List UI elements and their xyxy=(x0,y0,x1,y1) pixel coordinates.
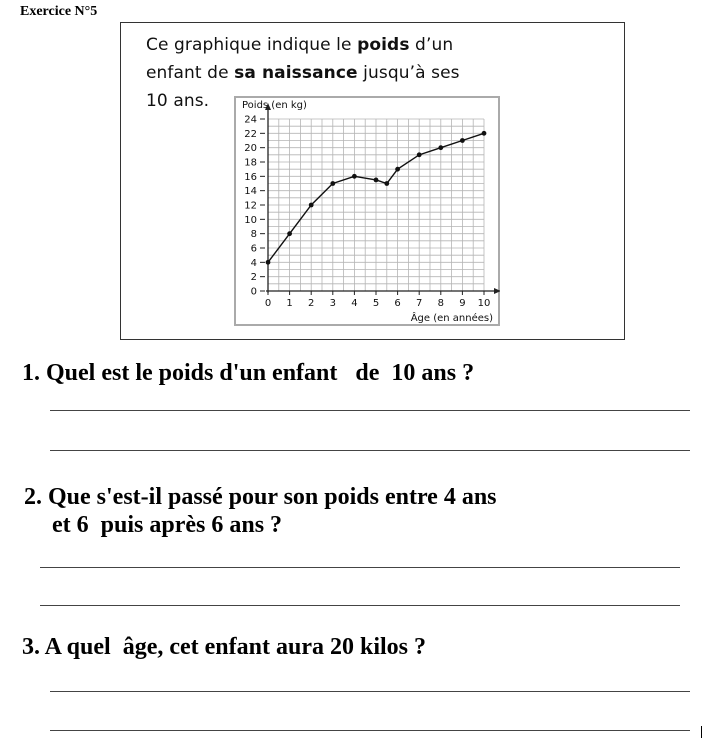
y-tick-label: 24 xyxy=(244,114,257,126)
y-tick-label: 4 xyxy=(250,257,257,269)
y-tick-label: 0 xyxy=(250,286,257,298)
answer-line[interactable] xyxy=(50,450,690,451)
x-tick-label: 4 xyxy=(351,298,358,309)
y-tick-label: 12 xyxy=(244,200,257,212)
x-tick-label: 10 xyxy=(477,298,491,309)
y-tick-label: 2 xyxy=(250,272,257,284)
intro-line-3: 10 ans. xyxy=(146,91,210,111)
data-point xyxy=(352,174,357,179)
data-point xyxy=(309,203,314,208)
x-tick-label: 3 xyxy=(329,298,336,309)
data-point xyxy=(417,152,422,157)
question-2-continued: et 6 puis après 6 ans ? xyxy=(52,512,283,538)
data-point xyxy=(266,260,271,265)
x-tick-label: 1 xyxy=(286,298,293,309)
y-tick-label: 8 xyxy=(250,229,257,241)
data-point xyxy=(460,138,465,143)
data-point xyxy=(395,167,400,172)
x-tick-label: 2 xyxy=(308,298,315,309)
data-point xyxy=(384,181,389,186)
x-tick-label: 5 xyxy=(372,298,380,309)
answer-line[interactable] xyxy=(50,410,690,411)
intro-line-1: Ce graphique indique le poids d’un xyxy=(146,35,454,55)
exercise-title: Exercice N°5 xyxy=(20,4,98,19)
chart-card xyxy=(120,22,625,340)
y-tick-label: 22 xyxy=(244,128,257,140)
data-point xyxy=(287,231,292,236)
data-point xyxy=(438,145,443,150)
answer-line[interactable] xyxy=(50,691,690,692)
y-tick-label: 20 xyxy=(244,143,257,155)
answer-line[interactable] xyxy=(50,730,690,731)
x-axis-label: Âge (en années) xyxy=(410,313,493,324)
intro-line-2: enfant de sa naissance jusqu’à ses xyxy=(146,63,460,83)
data-point xyxy=(374,178,379,183)
data-point xyxy=(482,131,487,136)
weight-chart xyxy=(234,96,500,326)
y-tick-label: 10 xyxy=(244,214,257,226)
x-tick-label: 9 xyxy=(459,298,466,309)
y-tick-label: 6 xyxy=(250,243,257,255)
y-axis-label: Poids (en kg) xyxy=(242,100,307,111)
question-2: 2. Que s'est-il passé pour son poids entre 4 ans xyxy=(24,484,497,510)
question-1: 1. Quel est le poids d'un enfant de 10 ans ? xyxy=(22,360,475,386)
y-tick-label: 14 xyxy=(244,186,257,198)
x-tick-label: 0 xyxy=(264,298,272,309)
text-cursor xyxy=(701,726,702,738)
answer-line[interactable] xyxy=(40,567,680,568)
y-tick-label: 18 xyxy=(244,157,257,169)
data-point xyxy=(330,181,335,186)
y-tick-label: 16 xyxy=(244,171,257,183)
x-tick-label: 6 xyxy=(394,298,401,309)
x-tick-label: 7 xyxy=(416,298,423,309)
question-3: 3. A quel âge, cet enfant aura 20 kilos ? xyxy=(22,634,427,660)
answer-line[interactable] xyxy=(40,605,680,606)
x-tick-label: 8 xyxy=(437,298,444,309)
